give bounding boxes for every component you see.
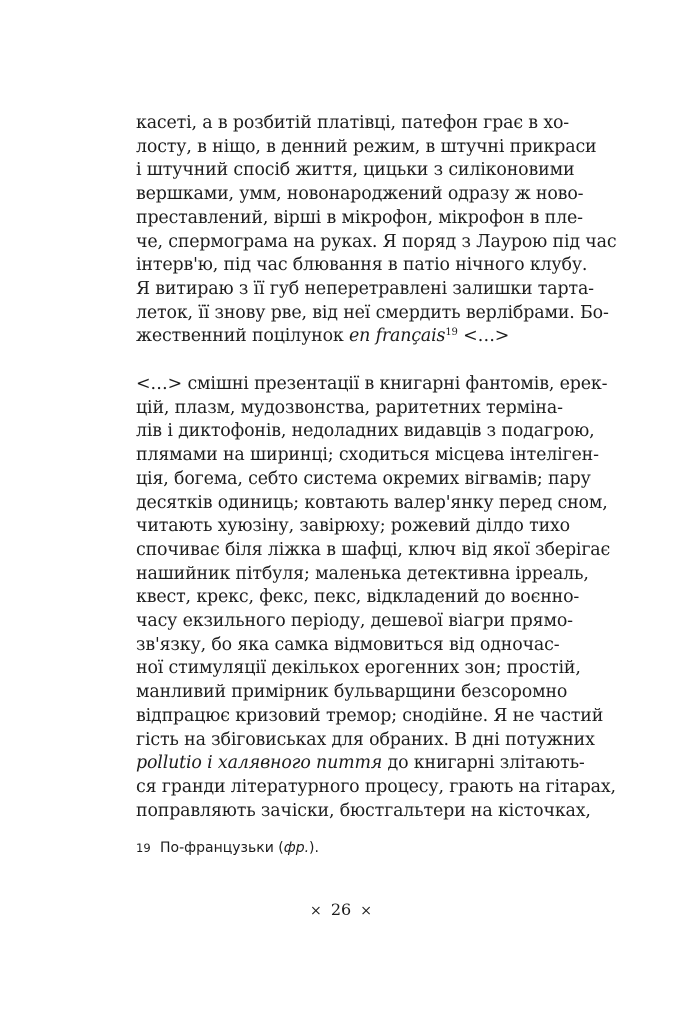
paragraph-2 [136, 373, 616, 823]
text-line: відпрацює кризовий тремор; снодійне. Я не частий [136, 705, 604, 726]
text-line: леток, її знову рве, від неї смердить верлібрами. Бо- [136, 302, 609, 323]
text-line: плямами на ширинці; сходиться місцева інтеліген- [136, 445, 599, 466]
folio-left-mark: × [309, 903, 322, 919]
text-segment: <…> [457, 326, 510, 347]
text-line: Я витираю з її губ неперетравлені залишки тарта- [136, 278, 594, 299]
footnote-number: 19 [136, 841, 151, 855]
text-line: ся гранди літературного процесу, грають на гітарах, [136, 776, 616, 797]
footnote-reference: 19 [445, 327, 458, 339]
text-line: касеті, а в розбитій платівці, патефон грає в хо- [136, 113, 570, 133]
text-line: <…> смішні презентації в книгарні фантомів, ерек- [136, 374, 608, 394]
footnote-text: ). [309, 840, 319, 856]
paragraph-1 [136, 112, 617, 349]
text-line: десятків одиниць; ковтають валер'янку перед сном, [136, 492, 608, 513]
text-line: поправляють зачіски, бюстгальтери на кісточках, [136, 800, 591, 821]
text-line: манливий примірник бульварщини безсоромно [136, 682, 568, 703]
footnote-abbreviation: фр. [283, 840, 310, 856]
text-line: інтерв'ю, під час блювання в патіо нічного клубу. [136, 255, 588, 276]
footnote [136, 839, 547, 857]
text-line: нашийник пітбуля; маленька детективна ірреаль, [136, 563, 589, 584]
text-line: часу екзильного періоду, дешевої віагри прямо- [136, 611, 573, 632]
text-segment: жественний поцілунок [136, 326, 350, 347]
page-number-footer [0, 900, 682, 921]
text-line: че, спермограма на руках. Я поряд з Лаурою під час [136, 231, 617, 252]
text-segment: до книгарні злітають- [382, 753, 585, 774]
text-line-last [136, 325, 547, 349]
italic-phrase: pollutio і халявного пиття [136, 753, 383, 774]
text-line: ція, богема, себто система окремих вігвамів; пару [136, 468, 591, 489]
text-line: лосту, в ніщо, в денний режим, в штучні прикраси [136, 136, 597, 157]
text-line: вершками, умм, новонароджений одразу ж ново- [136, 184, 584, 205]
text-line: преставлений, вірші в мікрофон, мікрофон в пле- [136, 207, 583, 228]
text-line: зв'язку, бо яка самка відмовиться від одночас- [136, 634, 560, 655]
text-line: читають хуюзіну, завірюху; рожевий ділдо тихо [136, 516, 571, 537]
text-line: квест, крекс, фекс, пекс, відкладений до воєнно- [136, 587, 580, 608]
text-line: і штучний спосіб життя, цицьки з силіконовими [136, 160, 575, 181]
page-number: 26 [330, 900, 352, 919]
text-line: лів і диктофонів, недоладних видавців з подагрою, [136, 421, 595, 442]
text-line-italic [136, 752, 585, 776]
italic-phrase: en français [349, 326, 446, 347]
text-line: гість на збіговиськах для обраних. В дні потужних [136, 729, 595, 750]
folio-right-mark: × [360, 903, 372, 919]
text-line: цій, плазм, мудозвонства, раритетних терміна- [136, 397, 563, 418]
footnote-text: По-французьки ( [160, 840, 284, 856]
text-line: ної стимуляції декількох ерогенних зон; простій, [136, 658, 581, 679]
text-line: спочиває біля ліжка в шафці, ключ від якої зберігає [136, 539, 611, 560]
